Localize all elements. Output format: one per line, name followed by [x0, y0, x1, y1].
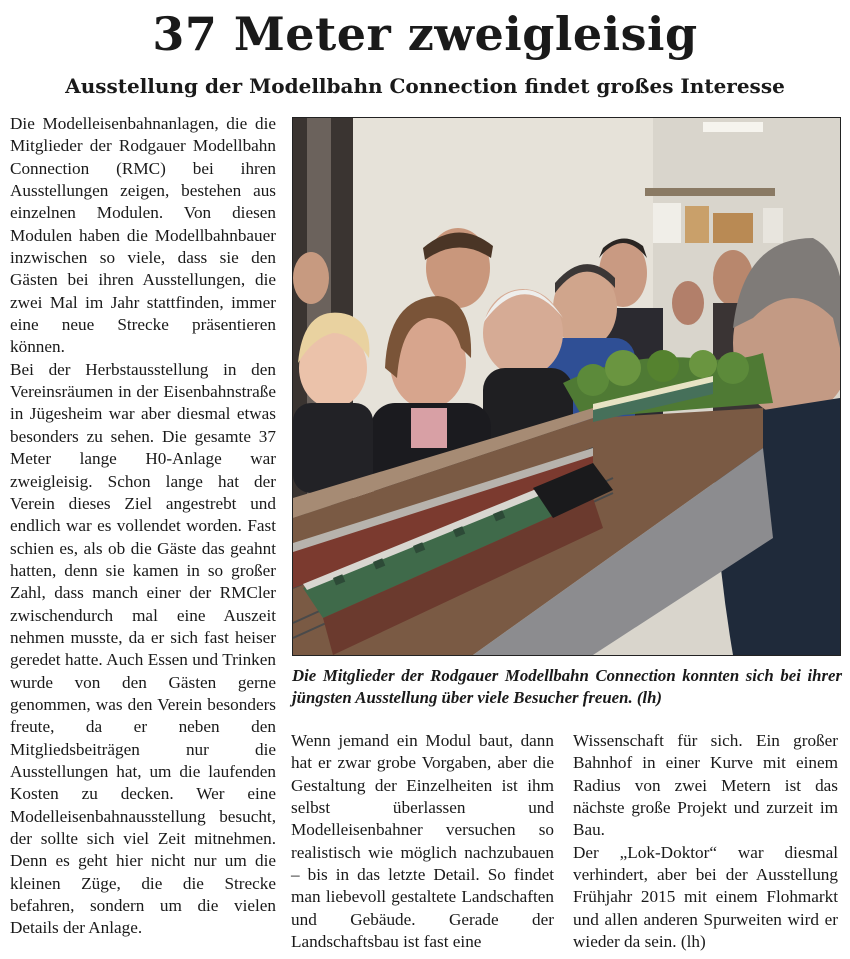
article-column-2: [291, 730, 554, 953]
paragraph: Die Modelleisenbahnanlagen, die die Mitglieder der Rodgauer Modellbahn Connection (RMC) bei ihren Ausstellungen zeigen, bestehen aus einzelnen Modulen. Von diesen Modulen haben die Modellbahnbauer inzwischen so viele, dass sie den Gästen bei ihren Ausstellungen, die zwei Mal im Jahr stattfinden, immer eine neue Strecke präsentieren können.: [10, 114, 276, 357]
subheadline: Ausstellung der Modellbahn Connection findet großes Interesse: [65, 74, 785, 98]
photo-illustration: [293, 118, 840, 655]
article-column-1: [10, 113, 276, 940]
article-photo: [292, 117, 841, 656]
paragraph: Der „Lok-Doktor“ war diesmal verhindert, aber bei der Ausstellung Frühjahr 2015 mit einem Flohmarkt und allen anderen Spurweiten wird er wieder da sein. (lh): [573, 842, 838, 952]
photo-caption: Die Mitglieder der Rodgauer Modellbahn Connection konnten sich bei ihrer jüngsten Ausstellung über viele Besucher freuen. (lh): [292, 666, 842, 707]
headline: 37 Meter zweigleisig: [152, 7, 698, 61]
paragraph: Wissenschaft für sich. Ein großer Bahnhof in einer Kurve mit einem Radius von zwei Metern ist das nächste große Projekt und zurzeit im Bau.: [573, 731, 838, 840]
article-column-3: [573, 730, 838, 953]
paragraph: Bei der Herbstausstellung in den Vereinsräumen in der Eisenbahnstraße in Jügesheim war aber diesmal etwas besonders zu sehen. Die gesamte 37 Meter lange H0-Anlage war zweigleisig. Schon lange hat der Verein dieses Ziel angestrebt und endlich war es vollendet worden. Fast schien es, als ob die Gäste das geahnt hatten, denn sie kamen in so großer Zahl, dass manch einer der RMCler zwischendurch mal eine Auszeit nehmen musste, da er sich fast heiser geredet hatte. Auch Essen und Trinken wurde von den Gästen gerne genommen, was den Verein besonders freute, da er neben den Mitgliedsbeiträgen nur die Ausstellungen hat, um die laufenden Kosten zu decken. Wer eine Modelleisenbahnausstellung besucht, der sollte sich viel Zeit mitnehmen. Denn es geht hier nicht nur um die kleinen Züge, die die Strecke befahren, sondern um die vielen Details der Anlage.: [10, 359, 276, 938]
paragraph: Wenn jemand ein Modul baut, dann hat er zwar grobe Vorgaben, aber die Gestaltung der Einzelheiten ist ihm selbst überlassen und Modelleisenbahner versuchen so realistisch wie möglich nachzubauen – bis in das letzte Detail. So findet man liebevoll gestaltete Landschaften und Gebäude. Gerade der Landschaftsbau ist fast eine: [291, 731, 554, 952]
